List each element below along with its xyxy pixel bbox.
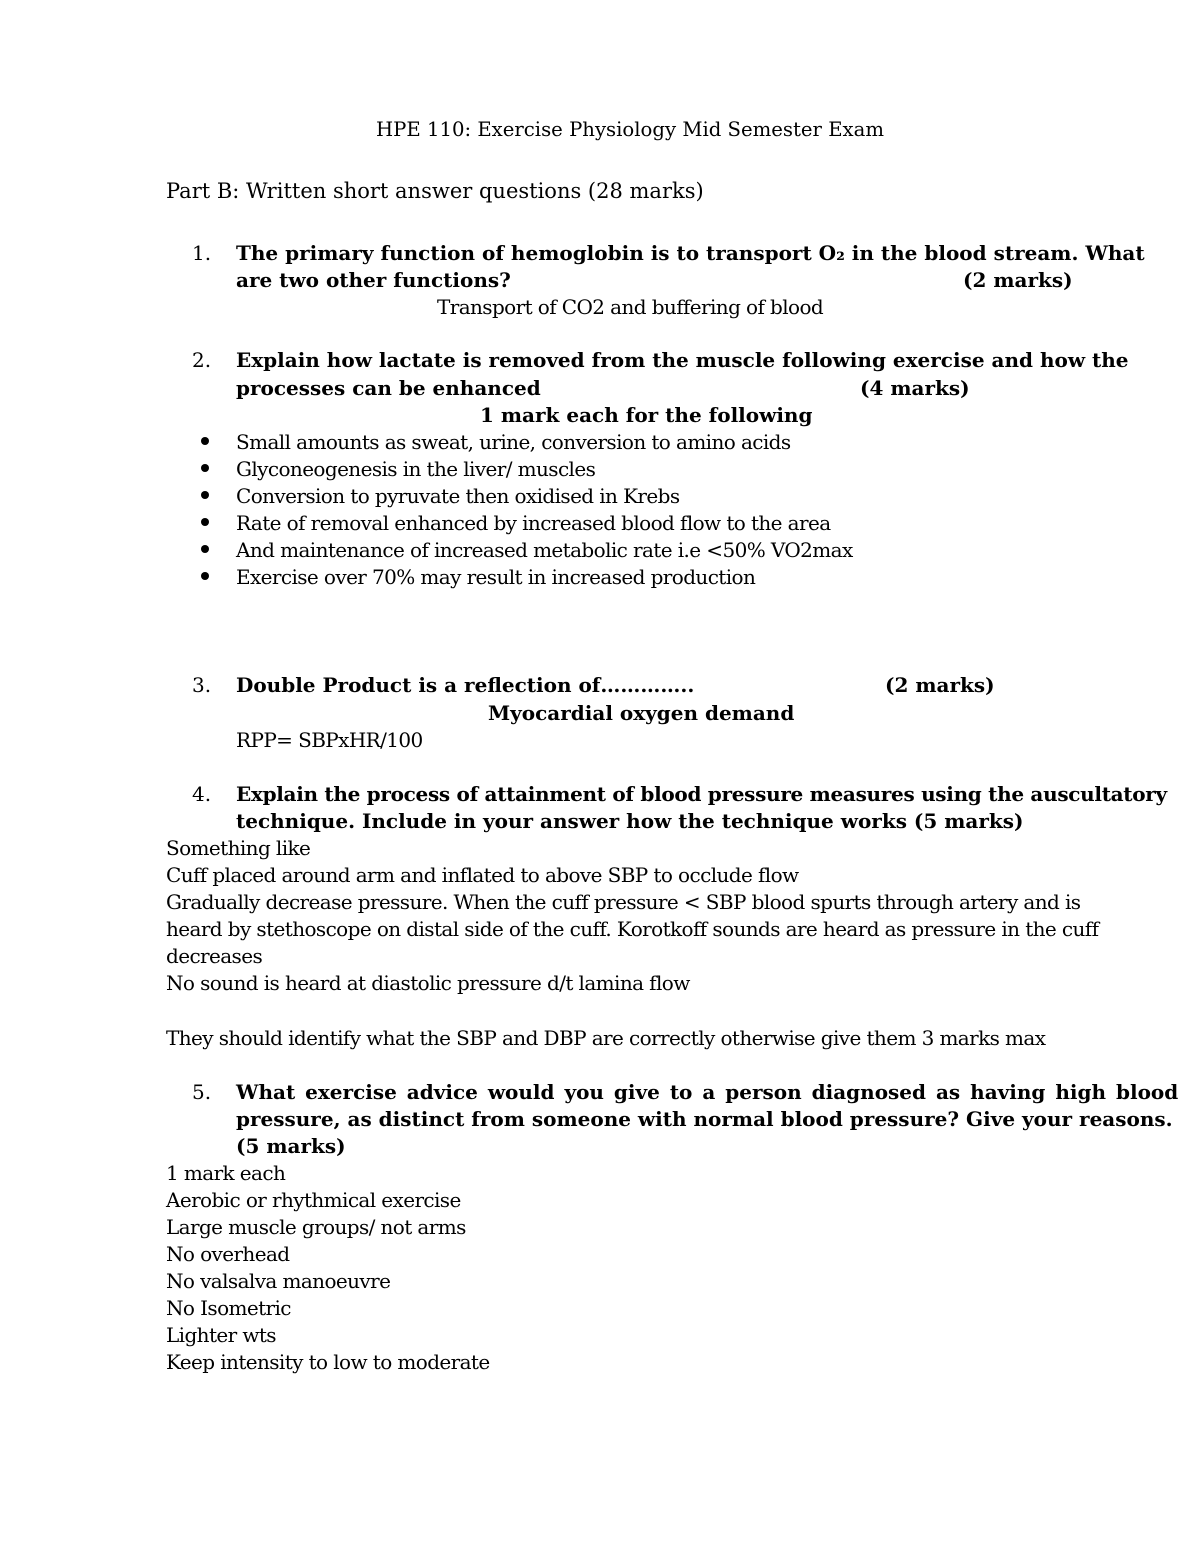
q2-marking-note: 1 mark each for the following — [480, 403, 813, 427]
q5-answer-line: Keep intensity to low to moderate — [166, 1350, 490, 1374]
bullet-icon — [201, 464, 209, 472]
part-b-heading: Part B: Written short answer questions (28 marks) — [166, 179, 704, 203]
list-item: Small amounts as sweat, urine, conversion to amino acids — [236, 430, 791, 454]
q3-marks: (2 marks) — [885, 673, 995, 697]
q5-answer-line: Aerobic or rhythmical exercise — [166, 1188, 461, 1212]
bullet-icon — [201, 545, 209, 553]
list-item: Rate of removal enhanced by increased blood flow to the area — [236, 511, 831, 535]
q5-answer-line: 1 mark each — [166, 1161, 286, 1185]
q5-marks: (5 marks) — [236, 1134, 346, 1158]
q5-answer-line: No Isometric — [166, 1296, 291, 1320]
list-item: And maintenance of increased metabolic rate i.e <50% VO2max — [236, 538, 853, 562]
q4-answer-line: No sound is heard at diastolic pressure d/t lamina flow — [166, 971, 690, 995]
list-item: Conversion to pyruvate then oxidised in Krebs — [236, 484, 680, 508]
bullet-icon — [201, 518, 209, 526]
q5-answer-line: Lighter wts — [166, 1323, 276, 1347]
q5-answer-line: Large muscle groups/ not arms — [166, 1215, 466, 1239]
q4-number: 4. — [192, 782, 212, 806]
q1-marks: (2 marks) — [963, 268, 1073, 292]
q4-marking-note: They should identify what the SBP and DBP are correctly otherwise give them 3 marks max — [166, 1026, 1046, 1050]
q1-number: 1. — [192, 241, 212, 265]
list-item: Glyconeogenesis in the liver/ muscles — [236, 457, 596, 481]
q3-number: 3. — [192, 673, 212, 697]
q1-text-line1: The primary function of hemoglobin is to transport O₂ in the blood stream. What — [236, 241, 1145, 265]
q4-text-line1: Explain the process of attainment of blood pressure measures using the auscultatory — [236, 782, 1167, 806]
q3-answer: Myocardial oxygen demand — [488, 701, 795, 725]
q2-number: 2. — [192, 348, 212, 372]
q2-text-line1: Explain how lactate is removed from the muscle following exercise and how the — [236, 348, 1129, 372]
q5-answer-line: No overhead — [166, 1242, 290, 1266]
q5-number: 5. — [192, 1080, 212, 1104]
q5-text-line2: pressure, as distinct from someone with normal blood pressure? Give your reasons. — [236, 1107, 1173, 1131]
bullet-icon — [201, 437, 209, 445]
bullet-icon — [201, 491, 209, 499]
q3-text-line1: Double Product is a reflection of………….. — [236, 673, 695, 697]
q3-formula: RPP= SBPxHR/100 — [236, 728, 423, 752]
q2-text-line2: processes can be enhanced — [236, 376, 541, 400]
q1-text-line2: are two other functions? — [236, 268, 511, 292]
page-title: HPE 110: Exercise Physiology Mid Semester Exam — [375, 118, 884, 141]
q4-answer-line: decreases — [166, 944, 263, 968]
q4-answer-line: Something like — [166, 836, 311, 860]
q5-answer-line: No valsalva manoeuvre — [166, 1269, 391, 1293]
q4-answer-line: heard by stethoscope on distal side of the cuff. Korotkoff sounds are heard as pressure in the cuff — [166, 917, 1099, 941]
q4-answer-line: Cuff placed around arm and inflated to above SBP to occlude flow — [166, 863, 799, 887]
q4-text-line2: technique. Include in your answer how the technique works (5 marks) — [236, 809, 1024, 833]
q5-text-line1: What exercise advice would you give to a person diagnosed as having high blood — [236, 1080, 1179, 1104]
q1-answer: Transport of CO2 and buffering of blood — [437, 295, 824, 319]
q4-answer-line: Gradually decrease pressure. When the cuff pressure < SBP blood spurts through artery and is — [166, 890, 1081, 914]
bullet-icon — [201, 572, 209, 580]
list-item: Exercise over 70% may result in increased production — [236, 565, 756, 589]
q2-marks: (4 marks) — [860, 376, 970, 400]
